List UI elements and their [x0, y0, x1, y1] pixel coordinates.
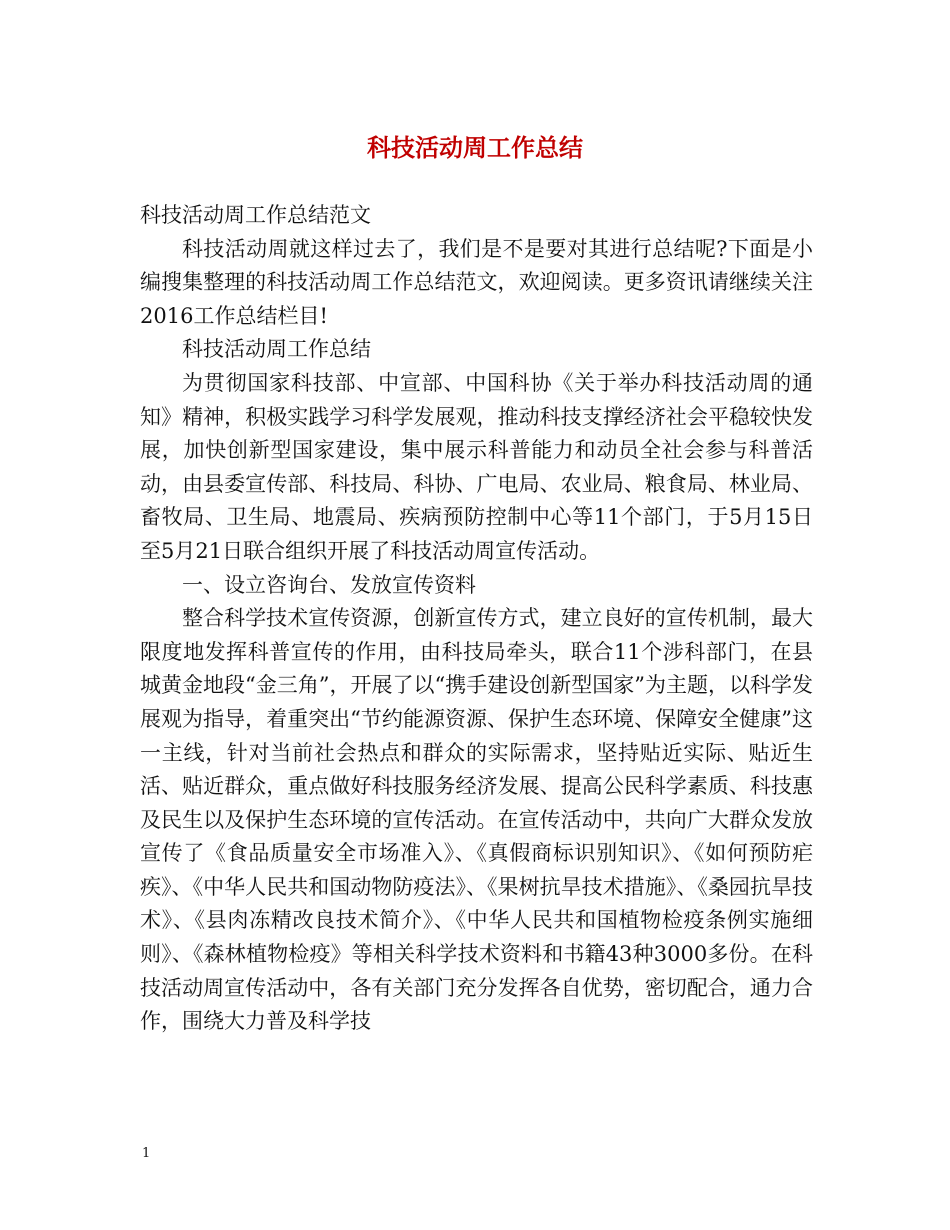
- document-title: 科技活动周工作总结: [367, 133, 583, 162]
- section-heading: 一、设立咨询台、发放宣传资料: [182, 572, 476, 597]
- body-paragraph: 整合科学技术宣传资源，创新宣传方式，建立良好的宣传机制，最大限度地发挥科普宣传的作用，由科技局牵头，联合11个涉科部门，在县城黄金地段“金三角”，开展了以“携手建设创新型国家”为主题，以科学发展观为指导，着重突出“节约能源资源、保护生态环境、保障安全健康”这一主线，针对当前社会热点和群众的实际需求，坚持贴近实际、贴近生活、贴近群众，重点做好科技服务经济发展、提高公民科学素质、科技惠及民生以及保护生态环境的宣传活动。在宣传活动中，共向广大群众发放宣传了《食品质量安全市场准入》、《真假商标识别知识》、《如何预防疟疾》、《中华人民共和国动物防疫法》、《果树抗旱技术措施》、《桑园抗旱技术》、《县肉冻精改良技术简介》、《中华人民共和国植物检疫条例实施细则》、《森林植物检疫》等相关科学技术资料和书籍43种3000多份。在科技活动周宣传活动中，各有关部门充分发挥各自优势，密切配合，通力合作，围绕大力普及科学技: [140, 606, 813, 1034]
- section-heading: 科技活动周工作总结: [182, 337, 371, 362]
- body-paragraph: 为贯彻国家科技部、中宣部、中国科协《关于举办科技活动周的通知》精神，积极实践学习科学发展观，推动科技支撑经济社会平稳较快发展，加快创新型国家建设，集中展示科普能力和动员全社会参与科普活动，由县委宣传部、科技局、科协、广电局、农业局、粮食局、林业局、畜牧局、卫生局、地震局、疾病预防控制中心等11个部门，于5月15日至5月21日联合组织开展了科技活动周宣传活动。: [140, 370, 813, 563]
- intro-paragraph: 科技活动周就这样过去了，我们是不是要对其进行总结呢?下面是小编搜集整理的科技活动周工作总结范文，欢迎阅读。更多资讯请继续关注2016工作总结栏目!: [140, 236, 813, 328]
- document-body: [140, 199, 813, 1039]
- page-number: 1: [142, 1146, 151, 1161]
- subtitle-paragraph: 科技活动周工作总结范文: [140, 203, 371, 227]
